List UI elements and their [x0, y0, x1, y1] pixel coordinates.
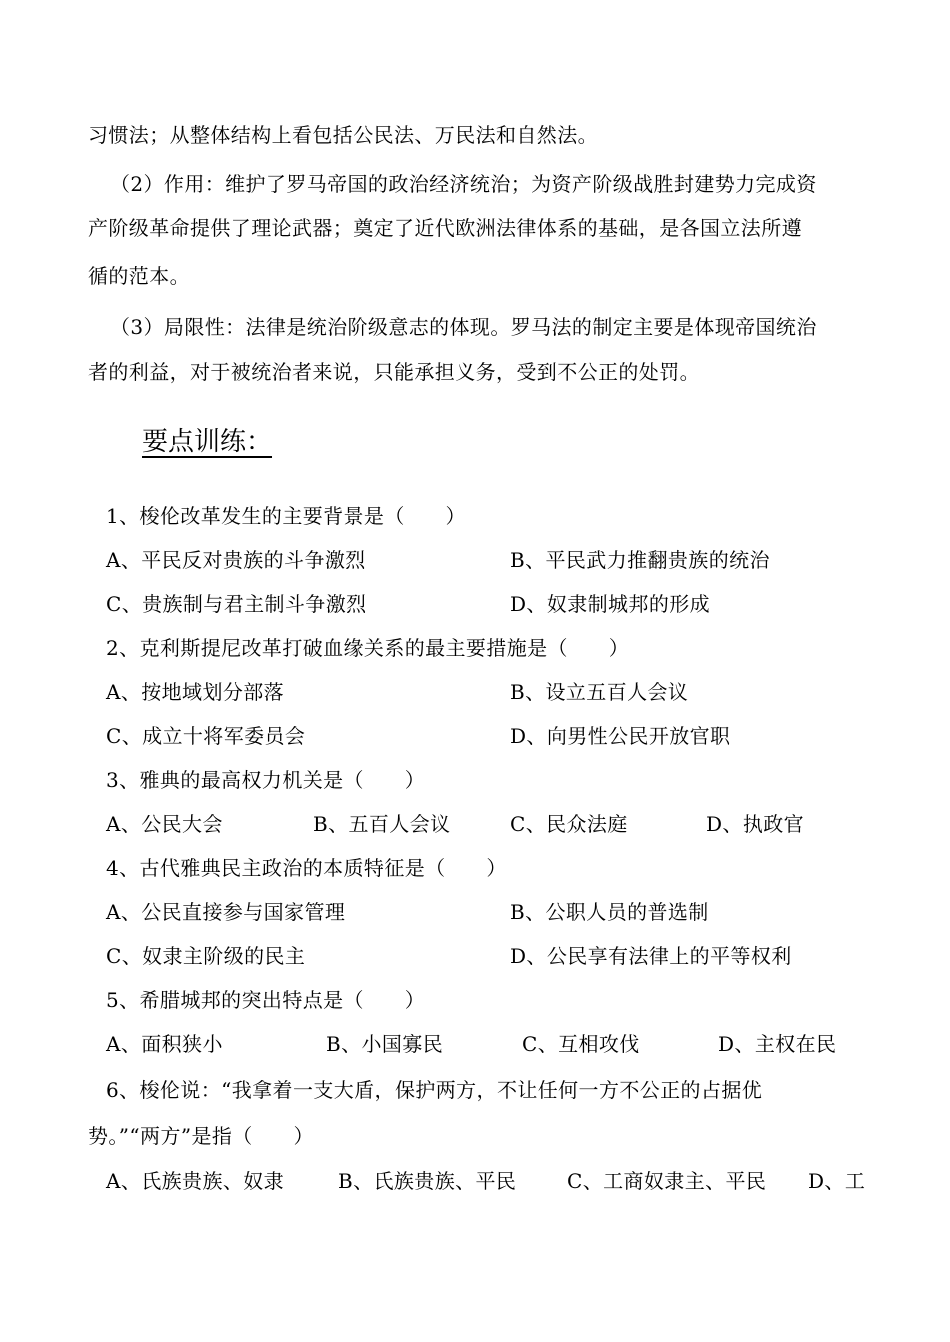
question-6-stem-line-2: 势。”“两方”是指（ ） — [88, 1124, 314, 1148]
question-5-option-d: D、主权在民 — [718, 1032, 837, 1056]
question-3-stem: 3、雅典的最高权力机关是（ ） — [106, 768, 426, 792]
question-3-option-b: B、五百人会议 — [313, 812, 451, 836]
passage-line-5: （3）局限性：法律是统治阶级意志的体现。罗马法的制定主要是体现帝国统治 — [110, 315, 817, 339]
passage-line-4: 循的范本。 — [88, 264, 190, 288]
question-1-stem: 1、梭伦改革发生的主要背景是（ ） — [106, 504, 466, 528]
passage-line-6: 者的利益，对于被统治者来说，只能承担义务，受到不公正的处罚。 — [88, 360, 700, 384]
question-3-option-d: D、执政官 — [706, 812, 805, 836]
passage-line-1: 习惯法；从整体结构上看包括公民法、万民法和自然法。 — [88, 123, 598, 147]
question-2-option-d: D、向男性公民开放官职 — [510, 724, 731, 748]
question-1-option-b: B、平民武力推翻贵族的统治 — [510, 548, 770, 572]
question-6-option-d: D、工 — [808, 1169, 866, 1193]
question-6-stem-line-1: 6、梭伦说：“我拿着一支大盾，保护两方，不让任何一方不公正的占据优 — [106, 1078, 763, 1102]
question-5-option-a: A、面积狭小 — [106, 1032, 223, 1056]
question-4-option-a: A、公民直接参与国家管理 — [106, 900, 346, 924]
question-6-option-a: A、氏族贵族、奴隶 — [106, 1169, 285, 1193]
question-5-option-b: B、小国寡民 — [326, 1032, 444, 1056]
question-4-option-d: D、公民享有法律上的平等权利 — [510, 944, 792, 968]
question-4-option-c: C、奴隶主阶级的民主 — [106, 944, 306, 968]
question-5-stem: 5、希腊城邦的突出特点是（ ） — [106, 988, 426, 1012]
passage-line-2: （2）作用：维护了罗马帝国的政治经济统治；为资产阶级战胜封建势力完成资 — [110, 172, 817, 196]
section-title: 要点训练： — [142, 427, 273, 457]
question-3-option-a: A、公民大会 — [106, 812, 223, 836]
question-2-option-a: A、按地域划分部落 — [106, 680, 285, 704]
question-6-option-b: B、氏族贵族、平民 — [338, 1169, 517, 1193]
question-1-option-c: C、贵族制与君主制斗争激烈 — [106, 592, 367, 616]
question-3-option-c: C、民众法庭 — [510, 812, 628, 836]
question-4-stem: 4、古代雅典民主政治的本质特征是（ ） — [106, 856, 507, 880]
question-2-stem: 2、克利斯提尼改革打破血缘关系的最主要措施是（ ） — [106, 636, 630, 660]
question-2-option-b: B、设立五百人会议 — [510, 680, 689, 704]
passage-line-3: 产阶级革命提供了理论武器；奠定了近代欧洲法律体系的基础，是各国立法所遵 — [88, 216, 802, 240]
question-5-option-c: C、互相攻伐 — [522, 1032, 640, 1056]
question-1-option-a: A、平民反对贵族的斗争激烈 — [106, 548, 366, 572]
question-6-option-c: C、工商奴隶主、平民 — [567, 1169, 767, 1193]
question-2-option-c: C、成立十将军委员会 — [106, 724, 306, 748]
question-4-option-b: B、公职人员的普选制 — [510, 900, 709, 924]
question-1-option-d: D、奴隶制城邦的形成 — [510, 592, 711, 616]
